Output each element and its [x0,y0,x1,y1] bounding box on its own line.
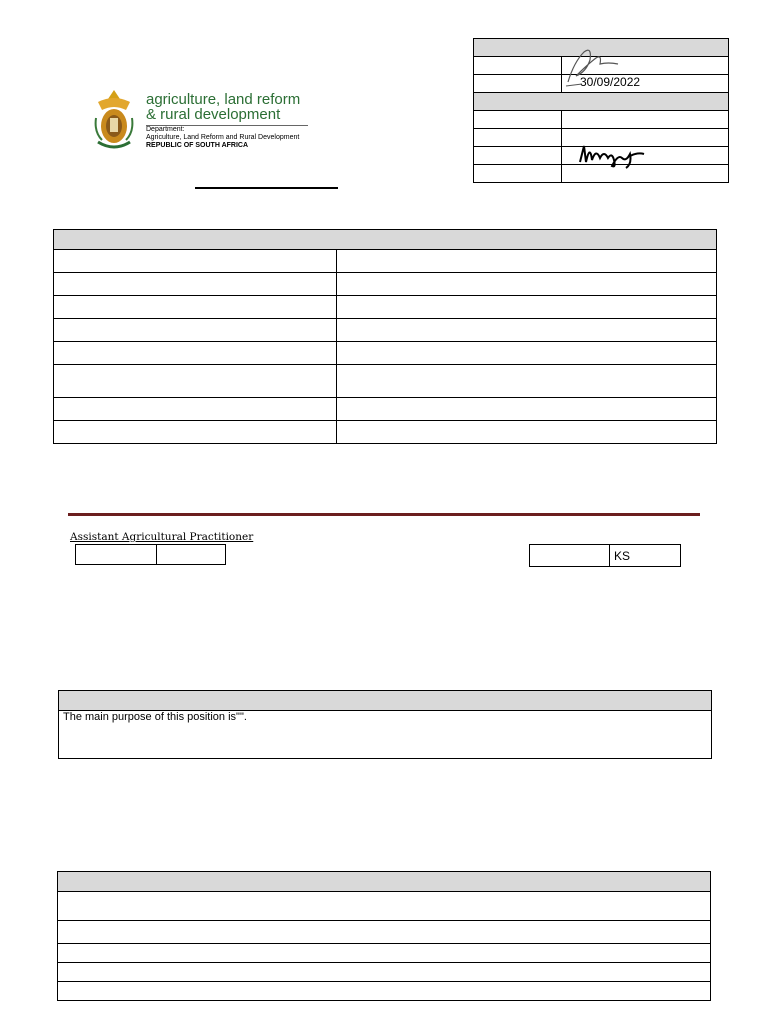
signature-2-icon [578,140,648,170]
approval-date: 30/09/2022 [562,75,729,93]
bottom-header [58,872,711,892]
title-underline [195,187,338,189]
signature-1-icon [562,42,622,88]
information-header [54,230,717,250]
department-logo [88,88,320,156]
post-title: Assistant Agricultural Practitioner [70,531,254,543]
purpose-text: The main purpose of this position is"". [59,711,712,759]
coat-of-arms-icon [92,88,136,154]
purpose-table [58,690,712,759]
logo-country: REPUBLIC OF SOUTH AFRICA [146,142,249,149]
post-details-table [75,544,226,565]
purpose-header [59,691,712,711]
logo-dept-label: Department: [146,126,185,133]
post-code: KS [610,545,681,567]
post-code-table [529,544,681,567]
information-table [53,229,717,444]
logo-line-2: & rural development [146,106,281,123]
approval-subheader [474,93,729,111]
section-divider [68,513,700,516]
logo-line-1: agriculture, land reform [146,91,301,108]
logo-dept-name: Agriculture, Land Reform and Rural Development [146,134,300,141]
bottom-table [57,871,711,1001]
